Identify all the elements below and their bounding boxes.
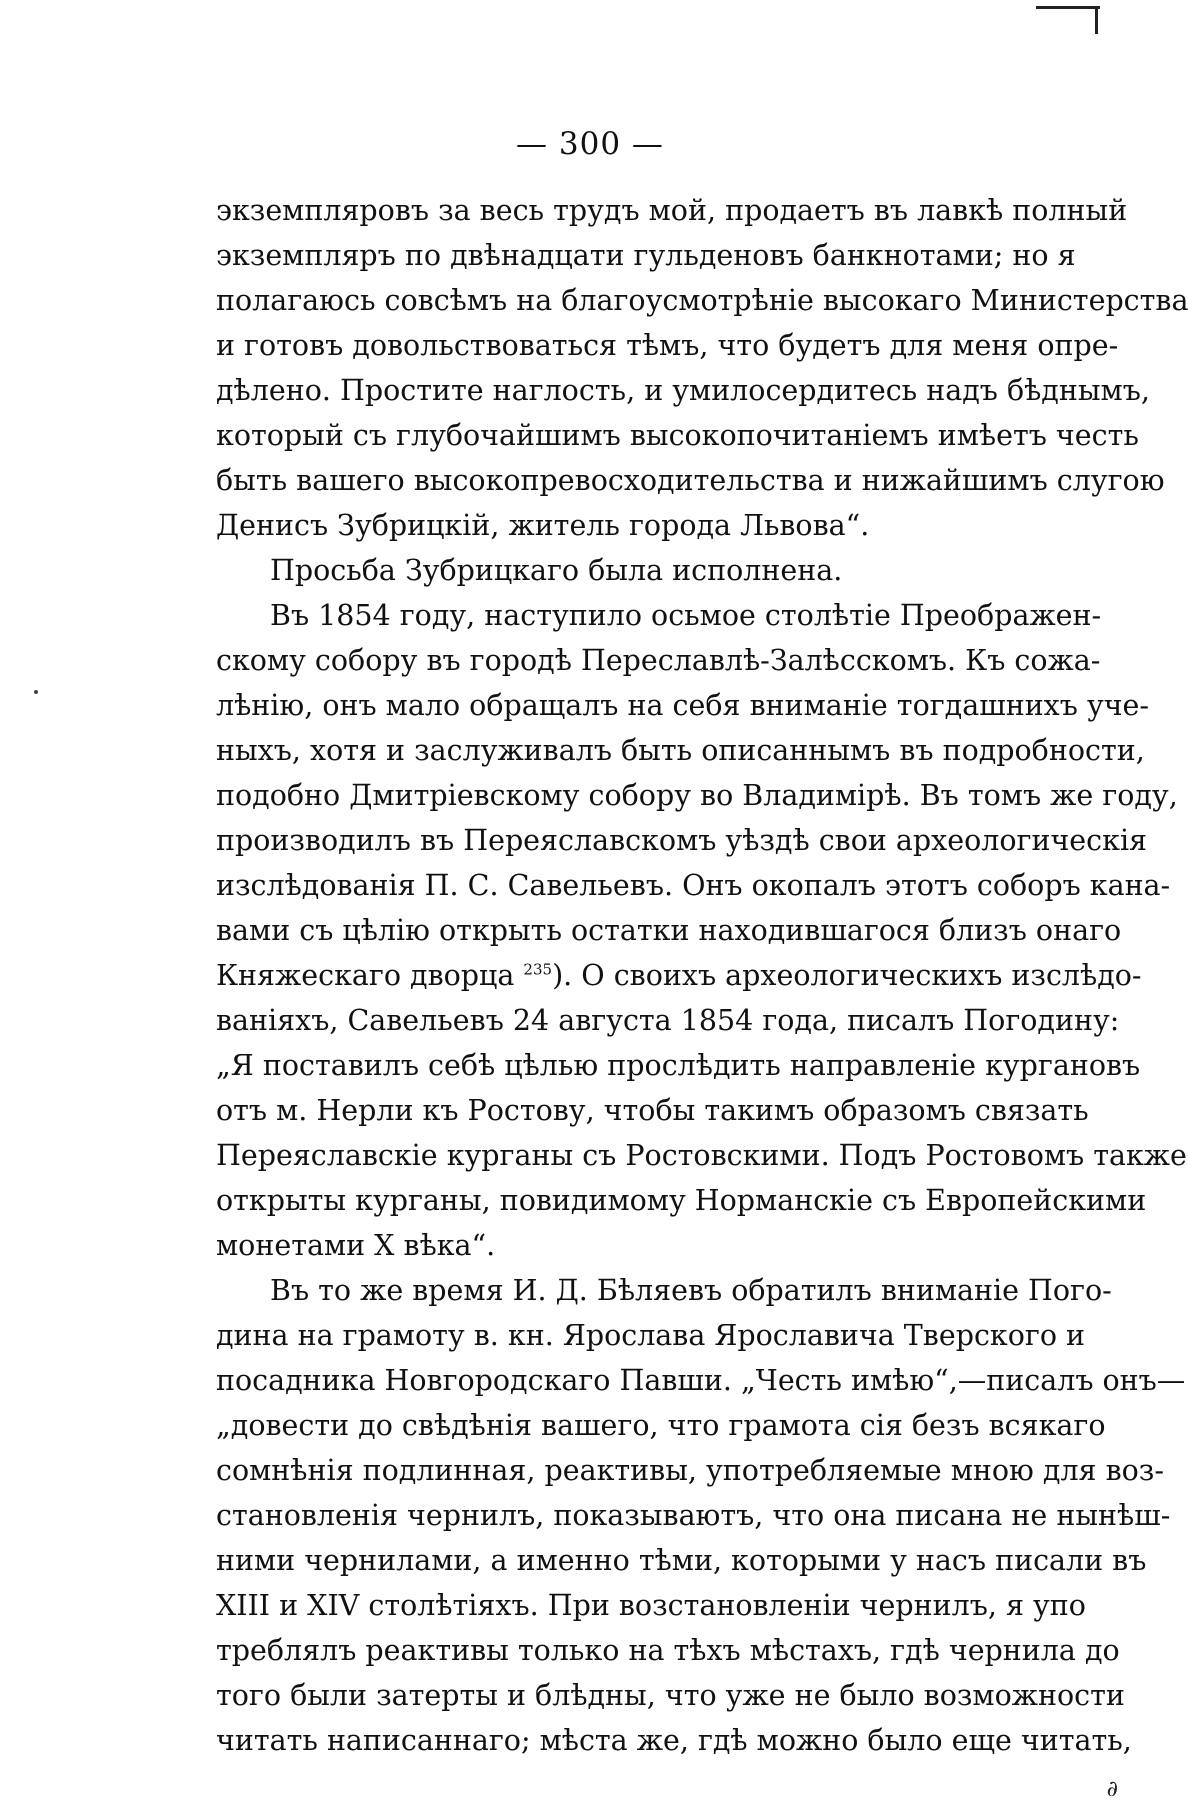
text-line: отъ м. Нерли къ Ростову, чтобы такимъ образомъ связать: [216, 1094, 1089, 1127]
text-line: ними чернилами, а именно тѣми, которыми у насъ писали въ: [216, 1544, 1147, 1577]
text-line-end: ). О своихъ археологическихъ изслѣдо-: [552, 959, 1142, 992]
text-line: открыты курганы, повидимому Норманскіе съ Европейскими: [216, 1184, 1147, 1217]
text-line: монетами X вѣка“.: [216, 1229, 496, 1262]
scan-speck: [34, 690, 38, 694]
text-line: Просьба Зубрицкаго была исполнена.: [270, 554, 843, 587]
text-line: экземпляровъ за весь трудъ мой, продаетъ въ лавкѣ полный: [216, 194, 1128, 227]
text-line: Денисъ Зубрицкій, житель города Львова“.: [216, 509, 870, 542]
text-line: лѣнію, онъ мало обращалъ на себя вниманіе тогдашнихъ уче-: [216, 689, 1150, 722]
text-line: полагаюсь совсѣмъ на благоусмотрѣніе высокаго Министерства: [216, 284, 1188, 317]
text-line: посадника Новгородскаго Павши. „Честь имѣю“,—писалъ онъ—: [216, 1364, 1186, 1397]
text-line: [216, 953, 1142, 998]
text-line: ныхъ, хотя и заслуживалъ быть описаннымъ въ подробности,: [216, 734, 1145, 767]
text-line: Переяславскіе курганы съ Ростовскими. Подъ Ростовомъ также: [216, 1139, 1187, 1172]
text-line: становленія чернилъ, показываютъ, что она писана не нынѣш-: [216, 1499, 1171, 1532]
text-line: Въ 1854 году, наступило осьмое столѣтіе Преображен-: [270, 599, 1102, 632]
text-line: XIII и XIV столѣтіяхъ. При возстановленіи чернилъ, я упо: [216, 1589, 1086, 1622]
text-line: скому собору въ городѣ Переславлѣ-Залѣсскомъ. Къ сожа-: [216, 644, 1101, 677]
text-line: изслѣдованія П. С. Савельевъ. Онъ окопалъ этотъ соборъ кана-: [216, 869, 1171, 902]
text-line: быть вашего высокопревосходительства и нижайшимъ слугою: [216, 464, 1165, 497]
text-line: сомнѣнія подлинная, реактивы, употребляемые мною для воз-: [216, 1454, 1164, 1487]
footnote-reference: 235: [523, 960, 553, 979]
text-line: экземпляръ по двѣнадцати гульденовъ банкнотами; но я: [216, 239, 1076, 272]
text-line: который съ глубочайшимъ высокопочитаніемъ имѣетъ честь: [216, 419, 1139, 452]
text-line: дина на грамоту в. кн. Ярослава Ярославича Тверского и: [216, 1319, 1086, 1352]
text-line: ваніяхъ, Савельевъ 24 августа 1854 года, писалъ Погодину:: [216, 1004, 1120, 1037]
text-line: „Я поставилъ себѣ цѣлью прослѣдить направленіе кургановъ: [216, 1049, 1141, 1082]
body-text: [216, 188, 1188, 1763]
text-line: того были затерты и блѣдны, что уже не было возможности: [216, 1679, 1125, 1712]
text-line-start: Княжескаго дворца: [216, 959, 515, 992]
scan-corner-tick: [1095, 8, 1098, 34]
page-number: — 300 —: [516, 126, 664, 162]
text-line: Въ то же время И. Д. Бѣляевъ обратилъ вниманіе Пого-: [270, 1274, 1112, 1307]
text-line: вами съ цѣлію открыть остатки находившагося близъ онаго: [216, 914, 1122, 947]
text-line: производилъ въ Переяславскомъ уѣздѣ свои археологическія: [216, 824, 1148, 857]
text-line: треблялъ реактивы только на тѣхъ мѣстахъ, гдѣ чернила до: [216, 1634, 1120, 1667]
scan-edge-mark: ∂: [1106, 1777, 1118, 1802]
text-line: „довести до свѣдѣнія вашего, что грамота сія безъ всякаго: [216, 1409, 1106, 1442]
text-line: и готовъ довольствоваться тѣмъ, что будетъ для меня опре-: [216, 329, 1119, 362]
text-line: подобно Дмитріевскому собору во Владимірѣ. Въ томъ же году,: [216, 779, 1178, 812]
text-line: читать написаннаго; мѣста же, гдѣ можно было еще читать,: [216, 1724, 1132, 1757]
text-line: дѣлено. Простите наглость, и умилосердитесь надъ бѣднымъ,: [216, 374, 1150, 407]
scan-corner-mark: [1036, 6, 1100, 17]
